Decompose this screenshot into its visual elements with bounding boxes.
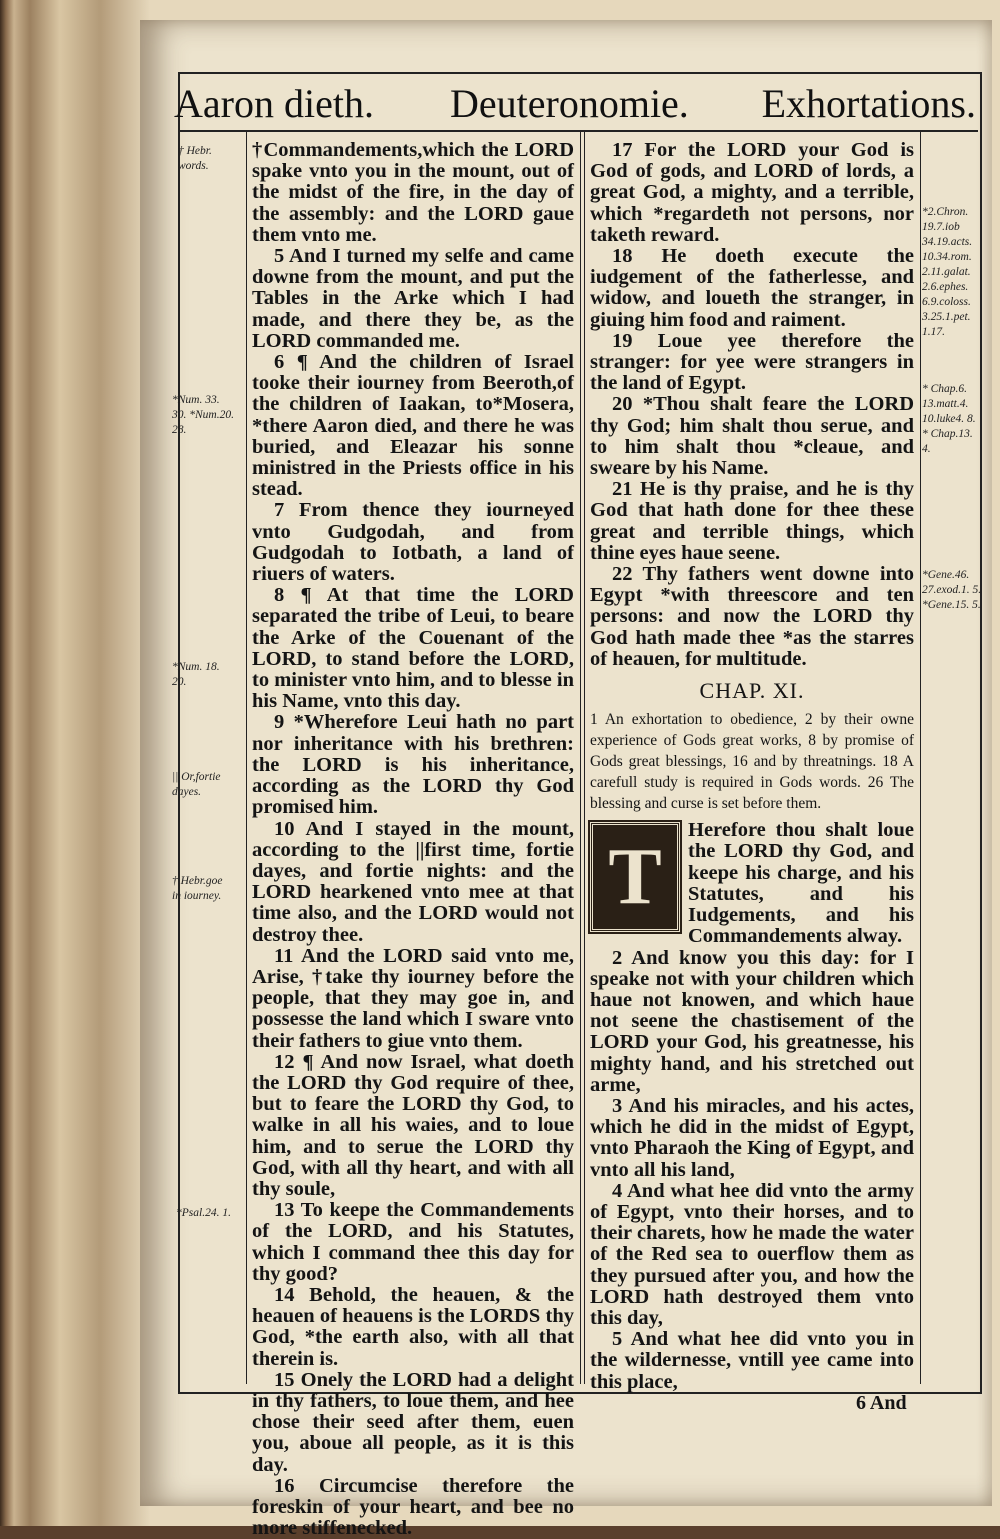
- verse: 7 From thence they iourneyed vnto Gudgodah, and from Gudgodah to Iotbath, a land of riuers of waters.: [252, 499, 574, 586]
- verse: 19 Loue yee therefore the stranger: for yee were strangers in the land of Egypt.: [590, 329, 914, 395]
- chapter-opening: [590, 820, 914, 947]
- column-rule-left-margin: [246, 132, 247, 1384]
- margin-note: † Hebr. words.: [178, 145, 212, 172]
- margin-note: *Gene.46. 27.exod.1. 5. *Gene.15. 5.: [922, 569, 982, 611]
- verse: 2 And know you this day: for I speake not with your children which haue not knowen, and which haue not seene the chastisement of the LORD your God, his greatnesse, his mighty hand, and his stretched out arme,: [590, 946, 914, 1096]
- verse: 10 And I stayed in the mount, according to the ||first time, fortie dayes, and fortie nights: and the LORD hearkened vnto mee at that time also, and the LORD would not destroy thee.: [252, 817, 574, 946]
- column-rule-center-b: [584, 132, 585, 1384]
- margin-note: *Psal.24. 1.: [176, 1207, 231, 1219]
- margin-note: † Hebr.goe in iourney.: [172, 875, 223, 902]
- verse: †Commandements,which the LORD spake vnto you in the mount, out of the midst of the fire, in the day of the assembly: and the LORD gaue them vnto me.: [252, 139, 574, 246]
- verse: 5 And I turned my selfe and came downe from the mount, and put the Tables in the Arke which I had made, and there they be, as the LORD commanded me.: [252, 245, 574, 352]
- chapter-heading: CHAP. XI.: [699, 678, 805, 704]
- verse: 13 To keepe the Commandements of the LORD, and his Statutes, which I command thee this day for thy good?: [252, 1199, 574, 1285]
- verse: 14 Behold, the heauen, & the heauen of heauens is the LORDS thy God, *the earth also, with all that therein is.: [252, 1283, 574, 1370]
- catchword: 6 And: [856, 1392, 907, 1414]
- margin-note: *2.Chron. 19.7.iob 34.19.acts. 10.34.rom. 2.11.galat. 2.6.ephes. 6.9.coloss. 3.25.1.pet. 1.17.: [922, 206, 973, 338]
- header-left: Aaron dieth.: [174, 81, 374, 126]
- column-rule-right-margin: [920, 132, 921, 1384]
- verse: 9 *Wherefore Leui hath no part nor inheritance with his brethren: the LORD is his inheritance, according as the LORD thy God promised him.: [252, 711, 574, 819]
- left-column: [252, 140, 574, 1539]
- verse: 18 He doeth execute the iudgement of the fatherlesse, and widow, and loueth the stranger, in giuing him food and raiment.: [590, 245, 914, 331]
- verse: 3 And his miracles, and his actes, which he did in the midst of Egypt, vnto Pharaoh the King of Egypt, and vnto all his land,: [590, 1094, 914, 1181]
- verse: Herefore thou shalt loue the LORD thy God, and keepe his charge, and his Statutes, and his Iudgements, and his Commandements alway.: [688, 819, 914, 948]
- verse: 20 *Thou shalt feare the LORD thy God; him shalt thou serue, and to him shalt thou *cleaue, and sweare by his Name.: [590, 393, 914, 480]
- verse: 5 And what hee did vnto you in the wildernesse, vntill yee came into this place,: [590, 1328, 914, 1393]
- header-right: Exhortations.: [761, 81, 976, 126]
- drop-cap: T: [590, 822, 680, 932]
- running-header: [174, 72, 978, 132]
- verse: 21 He is thy praise, and he is thy God that hath done for thee these great and terrible things, which thine eyes haue seene.: [590, 478, 914, 564]
- column-rule-center-a: [580, 132, 581, 1384]
- verse: 17 For the LORD your God is God of gods, and LORD of lords, a great God, a mighty, and a terrible, which *regardeth not persons, nor taketh reward.: [590, 139, 914, 246]
- chapter-summary: 1 An exhortation to obedience, 2 by their owne experience of Gods great works, 8 by promise of Gods great blessings, 16 and by threatnings. 18 A carefull study is required in Gods words. 26 The blessing and curse is set before them.: [590, 711, 914, 813]
- verse: 12 ¶ And now Israel, what doeth the LORD thy God require of thee, but to feare the LORD thy God, to walke in all his waies, and to loue him, and to serue the LORD thy God, with all thy heart, and with all thy soule,: [252, 1050, 574, 1200]
- margin-note: || Or,fortie dayes.: [172, 771, 221, 798]
- verse: 8 ¶ At that time the LORD separated the tribe of Leui, to beare the Arke of the Couenant of the LORD, to stand before the LORD, to minister vnto him, and to blesse in his Name, vnto this day.: [252, 584, 574, 713]
- verse: 6 ¶ And the children of Israel tooke their iourney from Beeroth,of the children of Iaakan, to*Mosera, *there Aaron died, and there he was buried, and Eleazar his sonne ministred in the Priests office in his stead.: [252, 351, 574, 501]
- verse: 22 Thy fathers went downe into Egypt *with threescore and ten persons: and now the LORD thy God hath made thee *as the starres of heauen, for multitude.: [590, 563, 914, 670]
- verse: 11 And the LORD said vnto me, Arise, †take thy iourney before the people, that they may goe in, and possesse the land which I sware vnto their fathers to giue vnto them.: [252, 944, 574, 1052]
- margin-note: *Num. 33. 30. *Num.20. 28.: [172, 394, 234, 436]
- verse: 4 And what hee did vnto the army of Egypt, vnto their horses, and to their charets, how he made the water of the Red sea to ouerflow them as they pursued after you, and how the LORD hath destroyed them vnto this day,: [590, 1179, 914, 1329]
- margin-note: *Num. 18. 20.: [172, 661, 220, 688]
- margin-note: * Chap.6. 13.matt.4. 10.luke4. 8. * Chap.13. 4.: [922, 383, 976, 455]
- verse: 15 Onely the LORD had a delight in thy fathers, to loue them, and hee chose their seed after them, euen you, aboue all people, as it is this day.: [252, 1368, 574, 1476]
- right-column: [590, 140, 914, 1393]
- verse: 16 Circumcise therefore the foreskin of your heart, and bee no more stiffenecked.: [252, 1474, 574, 1539]
- header-center: Deuteronomie.: [450, 81, 689, 126]
